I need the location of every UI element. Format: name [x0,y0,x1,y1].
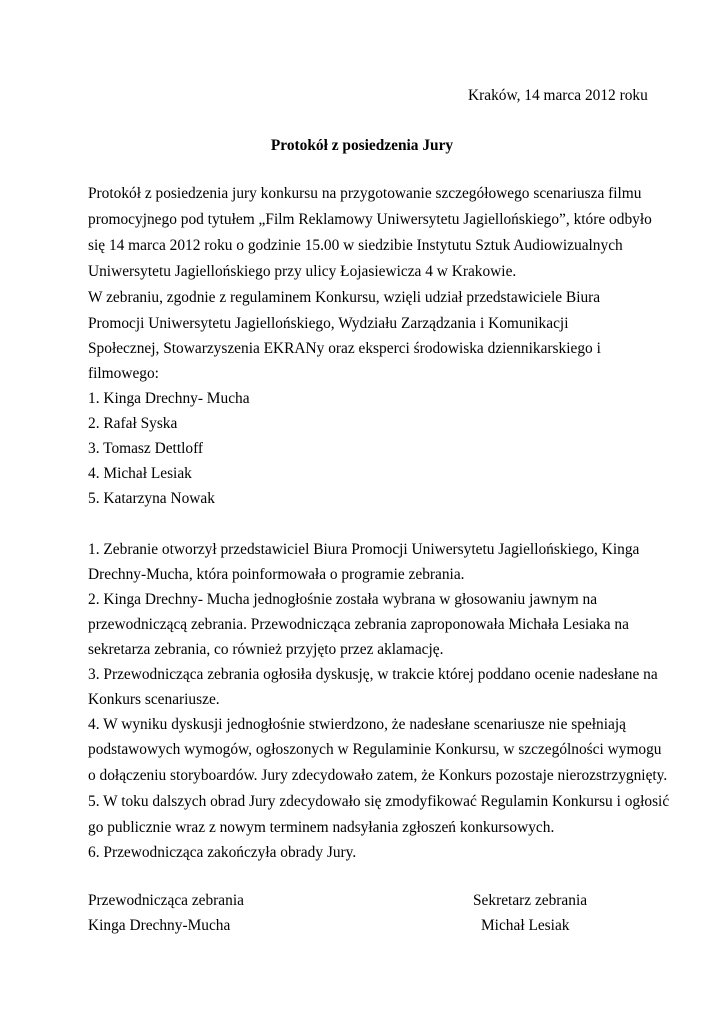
proceedings-line: 1. Zebranie otworzył przedstawiciel Biura Promocji Uniwersytetu Jagiellońskiego, Kinga [88,541,640,558]
intro-line: promocyjnego pod tytułem „Film Reklamowy Uniwersytetu Jagiellońskiego”, które odbyło [88,211,652,228]
secretary-name: Michał Lesiak [481,917,570,934]
proceedings-line: 5. W toku dalszych obrad Jury zdecydowało się zmodyfikować Regulamin Konkursu i ogłosić [88,793,670,810]
member-item: 3. Tomasz Dettloff [88,440,204,457]
intro-line: Uniwersytetu Jagiellońskiego przy ulicy Łojasiewicza 4 w Krakowie. [88,263,517,280]
chair-role: Przewodnicząca zebrania [88,892,244,909]
intro-line: Protokół z posiedzenia jury konkursu na przygotowanie szczegółowego scenariusza filmu [88,185,642,202]
intro-line: filmowego: [88,365,159,382]
intro-line: Promocji Uniwersytetu Jagiellońskiego, Wydziału Zarządzania i Komunikacji [88,315,569,332]
proceedings-line: Drechny-Mucha, która poinformowała o programie zebrania. [88,566,465,583]
proceedings-line: podstawowych wymogów, ogłoszonych w Regulaminie Konkursu, w szczególności wymogu [88,741,662,758]
proceedings-line: 4. W wyniku dyskusji jednogłośnie stwierdzono, że nadesłane scenariusze nie spełniają [88,716,626,733]
document-title: Protokół z posiedzenia Jury [270,137,454,154]
member-item: 4. Michał Lesiak [88,465,192,482]
member-item: 1. Kinga Drechny- Mucha [88,390,250,407]
chair-name: Kinga Drechny-Mucha [88,917,231,934]
document-date: Kraków, 14 marca 2012 roku [468,87,648,104]
secretary-role: Sekretarz zebrania [473,892,588,909]
proceedings-line: przewodniczącą zebrania. Przewodnicząca zebrania zaproponowała Michała Lesiaka na [88,616,629,633]
intro-line: Społecznej, Stowarzyszenia EKRANy oraz eksperci środowiska dziennikarskiego i [88,340,601,357]
proceedings-line: go publicznie wraz z nowym terminem nadsyłania zgłoszeń konkursowych. [88,819,555,836]
member-item: 5. Katarzyna Nowak [88,490,215,507]
proceedings-line: 3. Przewodnicząca zebrania ogłosiła dyskusję, w trakcie której poddano ocenie nadesłane na [88,666,658,683]
proceedings-line: 6. Przewodnicząca zakończyła obrady Jury. [88,844,357,861]
proceedings-line: sekretarza zebrania, co również przyjęto przez aklamację. [88,641,444,658]
intro-line: się 14 marca 2012 roku o godzinie 15.00 w siedzibie Instytutu Sztuk Audiowizualnych [88,237,623,254]
proceedings-line: Konkurs scenariusze. [88,691,220,708]
proceedings-line: o dołączeniu storyboardów. Jury zdecydowało zatem, że Konkurs pozostaje nierozstrzygnięty. [88,767,668,784]
member-item: 2. Rafał Syska [88,415,178,432]
intro-line: W zebraniu, zgodnie z regulaminem Konkursu, wzięli udział przedstawiciele Biura [88,289,601,306]
proceedings-line: 2. Kinga Drechny- Mucha jednogłośnie została wybrana w głosowaniu jawnym na [88,591,598,608]
